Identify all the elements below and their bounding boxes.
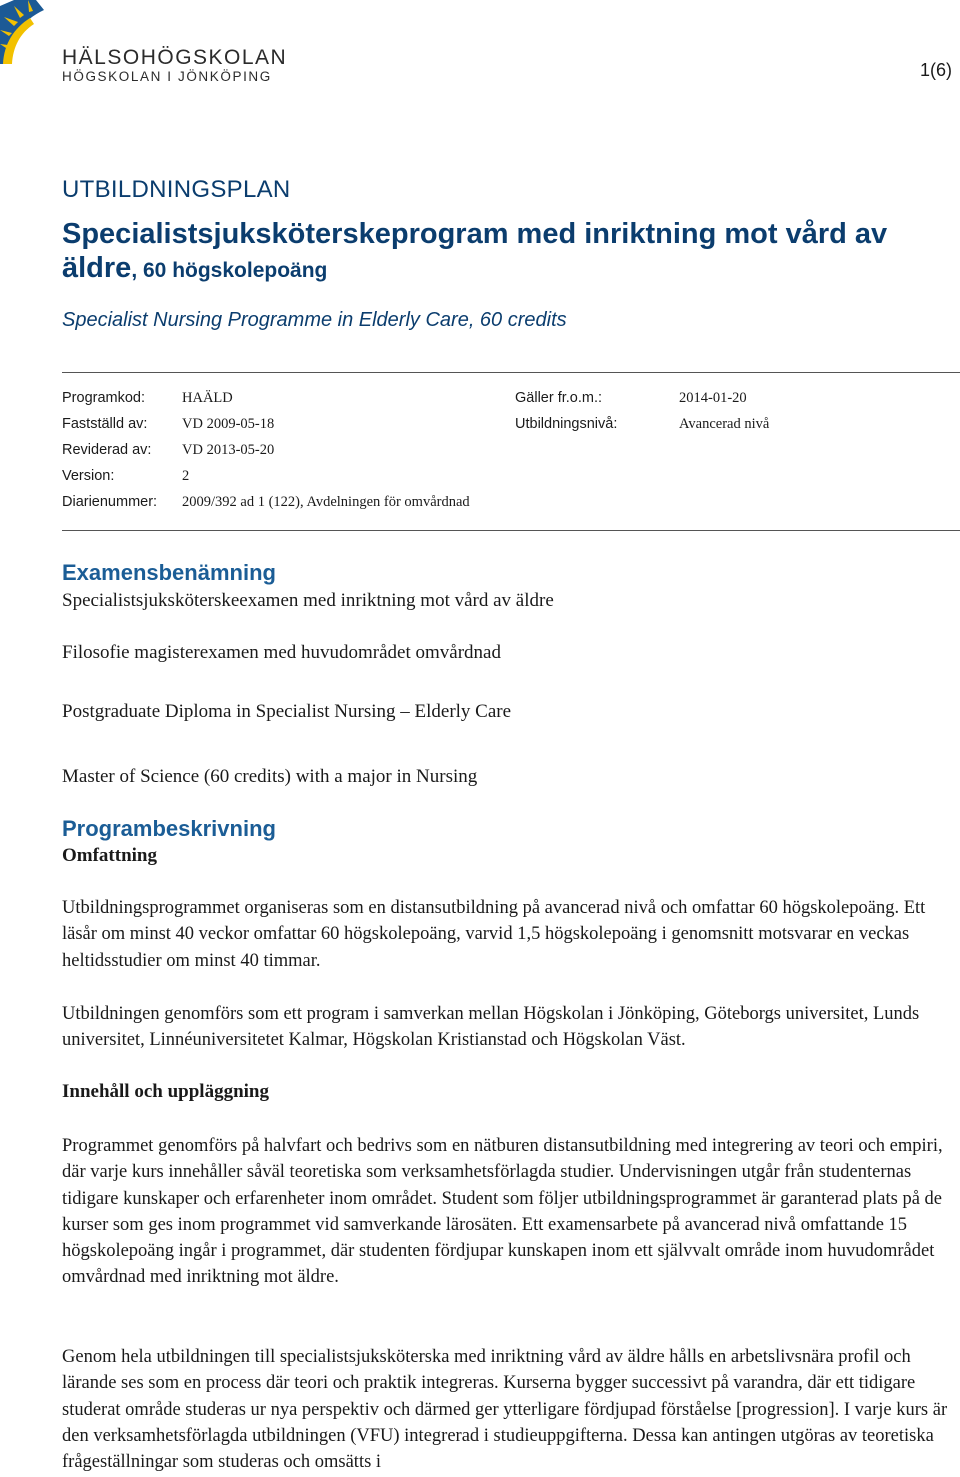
examen-line: Specialistsjuksköterskeexamen med inriktning mot vård av äldre [62, 590, 554, 611]
title-credits: , 60 högskolepoäng [131, 259, 328, 282]
reviderad-label: Reviderad av: [62, 442, 152, 458]
examen-line: Master of Science (60 credits) with a major in Nursing [62, 766, 478, 787]
paragraph: Utbildningen genomförs som ett program i samverkan mellan Högskolan i Jönköping, Göteborgs universitet, Lunds universitet, Linnéuniversitetet Kalmar, Högskolan Kristianstad och Högskolan Väst. [62, 1004, 920, 1051]
subheading-innehall: Innehåll och uppläggning [62, 1081, 269, 1102]
university-logo [0, 0, 60, 64]
org-subname: HÖGSKOLAN I JÖNKÖPING [62, 69, 272, 84]
paragraph: Utbildningsprogrammet organiseras som en distansutbildning på avancerad nivå och omfattar 60 högskolepoäng. Ett läsår om minst 40 veckor omfattar 60 högskolepoäng, varvid 1,5 högskolepoäng i genomsnitt motsvarar en veckas heltidsstudier om minst 40 timmar. [62, 898, 926, 971]
programkod-value: HAÄLD [182, 390, 233, 406]
examen-line: Filosofie magisterexamen med huvudområdet omvårdnad [62, 642, 501, 663]
version-value: 2 [182, 468, 190, 484]
sun-rays-icon [0, 0, 44, 64]
faststalld-value: VD 2009-05-18 [182, 416, 275, 432]
reviderad-value: VD 2013-05-20 [182, 442, 275, 458]
section-heading-examen: Examensbenämning [62, 560, 276, 585]
faststalld-label: Fastställd av: [62, 416, 148, 432]
diarienummer-value: 2009/392 ad 1 (122), Avdelningen för omvårdnad [182, 494, 470, 510]
subheading-omfattning: Omfattning [62, 845, 157, 866]
divider [62, 530, 960, 531]
title-main: Specialistsjuksköterskeprogram med inriktning mot vård av äldre [62, 218, 888, 284]
version-label: Version: [62, 468, 115, 484]
document-title [62, 217, 952, 288]
document-type: UTBILDNINGSPLAN [62, 176, 291, 203]
galler-label: Gäller fr.o.m.: [515, 390, 603, 406]
section-heading-program: Programbeskrivning [62, 816, 276, 841]
diarienummer-label: Diarienummer: [62, 494, 158, 510]
paragraph: Programmet genomförs på halvfart och bedrivs som en nätburen distansutbildning med integrering av teori och empiri, där varje kurs innehåller såväl teoretiska som verksamhetsförlagda studier. Undervisningen utgår från studenternas tidigare kunskaper och erfarenheter inom området. Student som följer utbildningsprogrammet är garanterad plats på de kurser som ges inom programmet vid samverkande lärosäten. Ett examensarbete på avancerad nivå omfattande 15 högskolepoäng ingår i programmet, där studenten fördjupar kunskapen inom ett självvalt område inom huvudområdet omvårdnad med inriktning mot äldre. [62, 1136, 943, 1288]
programkod-label: Programkod: [62, 390, 146, 406]
page-number: 1(6) [919, 60, 952, 80]
examen-line: Postgraduate Diploma in Specialist Nursing – Elderly Care [62, 701, 512, 722]
niva-value: Avancerad nivå [679, 416, 770, 432]
document-subtitle: Specialist Nursing Programme in Elderly Care, 60 credits [62, 309, 567, 331]
divider [62, 372, 960, 373]
paragraph: Genom hela utbildningen till specialistsjuksköterska med inriktning vård av äldre hålls en arbetslivsnära profil och lärande ses som en process där teori och praktik integreras. Kurserna bygger successivt på varandra, där ett tidigare studerat område studeras ur nya perspektiv och därmed ger ytterligare fördjupad förståelse [progression]. I varje kurs är den verksamhetsförlagda utbildningen (VFU) integrerad i studieuppgifterna. Dessa kan antingen utgöras av teoretiska frågeställningar som studeras och omsätts i [62, 1347, 948, 1473]
niva-label: Utbildningsnivå: [515, 416, 618, 432]
org-name: HÄLSOHÖGSKOLAN [62, 46, 288, 69]
galler-value: 2014-01-20 [679, 390, 747, 406]
